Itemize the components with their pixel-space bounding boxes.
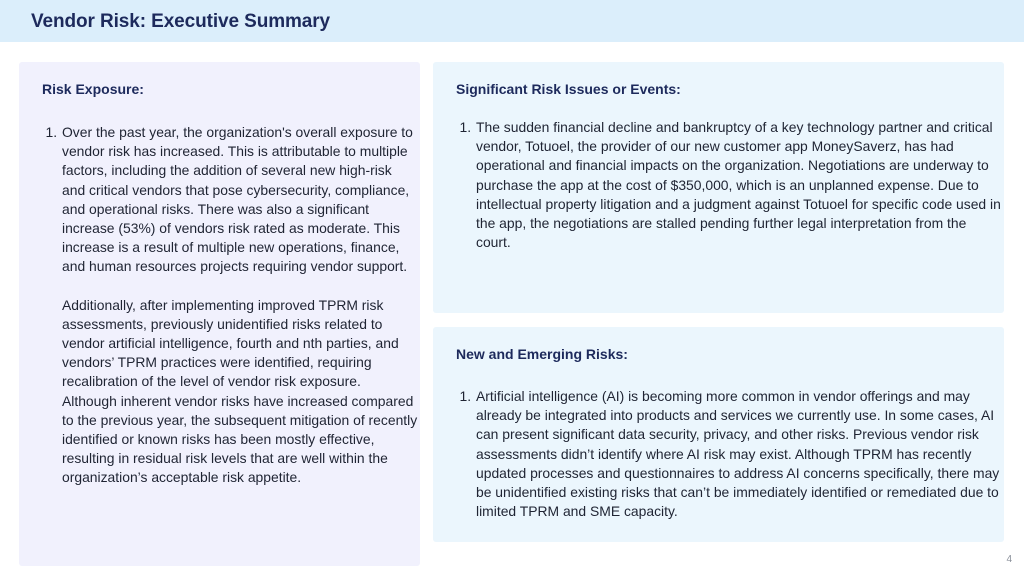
emerging-risks-paragraph: 1. Artificial intelligence (AI) is becoming more common in vendor offerings and may already be integrated into products and services we currently use. In some cases, AI can present significant data security, privacy, and other risks. Previous vendor risk assessments didn’t identify where AI risk may exist. Although TPRM has recently updated processes and questionnaires to address AI concerns specifically, there may be unidentified existing risks that can’t be immediately identified or remediated due to limited TPRM and SME capacity. <box>476 388 1000 520</box>
emerging-risks-heading: New and Emerging Risks: <box>456 346 628 362</box>
page-title: Vendor Risk: Executive Summary <box>31 11 331 32</box>
title-bar <box>0 0 1024 42</box>
risk-exposure-list <box>42 123 418 488</box>
significant-risks-list <box>456 118 1002 252</box>
emerging-risks-list <box>456 387 1000 521</box>
list-item <box>475 387 1000 521</box>
significant-risks-paragraph: 1. The sudden financial decline and bankruptcy of a key technology partner and critical vendor, Totuoel, the provider of our new customer app MoneySaverz, has had operational and financial impacts on the organization. Negotiations are underway to purchase the app at the cost of $350,000, which is an unplanned expense. Due to intellectual property litigation and a judgment against Totuoel for specific code used in the app, the negotiations are stalled pending further legal interpretation from the court. <box>476 119 1001 251</box>
risk-exposure-paragraph-1: 1. Over the past year, the organization's overall exposure to vendor risk has increased. This is attributable to multiple factors, including the addition of several new high-risk and critical vendors that pose cybersecurity, compliance, and operational risks. There was also a significant increase (53%) of vendors risk rated as moderate. This increase is a result of multiple new operations, finance, and human resources projects requiring vendor support. <box>62 124 413 275</box>
risk-exposure-panel <box>19 62 420 566</box>
risk-exposure-heading: Risk Exposure: <box>42 81 144 97</box>
page-number: 4 <box>1006 554 1012 565</box>
emerging-risks-panel <box>433 327 1004 542</box>
risk-exposure-paragraph-2: Additionally, after implementing improved TPRM risk assessments, previously unidentified risks related to vendor artificial intelligence, fourth and nth parties, and vendors’ TPRM practices were identified, requiring recalibration of the level of vendor risk exposure. Although inherent vendor risks have increased compared to the previous year, the subsequent mitigation of recently identified or known risks has been mostly effective, resulting in residual risk levels that are well within the organization’s acceptable risk appetite. <box>62 296 418 486</box>
significant-risks-heading: Significant Risk Issues or Events: <box>456 81 681 97</box>
significant-risks-panel <box>433 62 1004 313</box>
list-item <box>61 123 418 488</box>
list-item <box>475 118 1002 252</box>
